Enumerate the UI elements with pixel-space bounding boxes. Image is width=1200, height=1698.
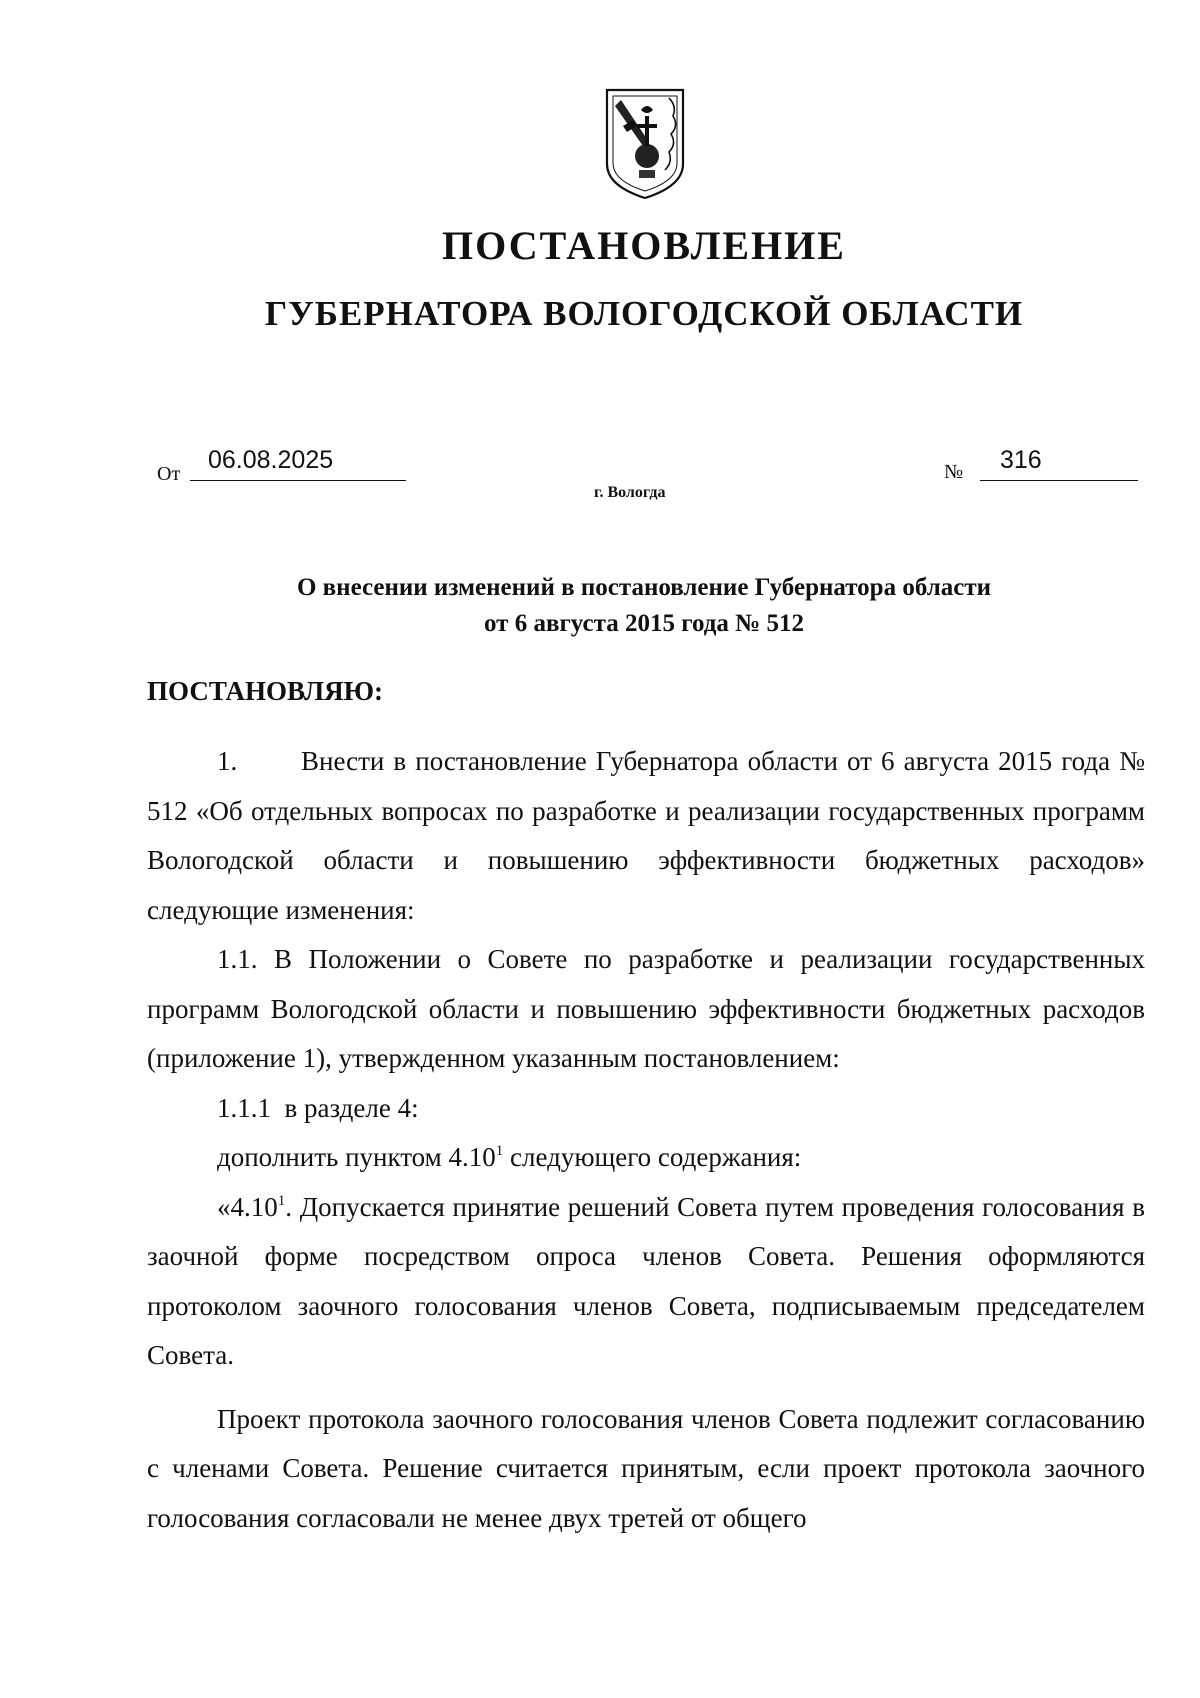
paragraph-1-1-1: 1.1.1 в разделе 4:: [217, 1092, 419, 1123]
resolve-heading: ПОСТАНОВЛЯЮ:: [147, 676, 383, 706]
paragraph-add-item: дополнить пунктом 4.10$^1$ следующего содержания:: [217, 1142, 802, 1172]
paragraph-1-1: 1.1. В Положении о Совете по разработке и реализации государственных программ Вологодской области и повышению эффективности бюджетных расходов (приложение 1), утвержденном указанным постановлением:: [147, 944, 1145, 1073]
number-field: [980, 446, 1138, 481]
document-subject: [0, 570, 1200, 642]
date-prefix: От: [157, 463, 181, 485]
date-value: 06.08.2025: [208, 446, 334, 474]
document-subtitle: ГУБЕРНАТОРА ВОЛОГОДСКОЙ ОБЛАСТИ: [264, 294, 1024, 333]
number-prefix: №: [944, 461, 964, 483]
number-value: 316: [1000, 446, 1042, 474]
document-title: ПОСТАНОВЛЕНИЕ: [442, 223, 846, 268]
coat-of-arms-emblem: [603, 86, 687, 202]
document-body: [147, 737, 1145, 1543]
city-label: г. Вологда: [594, 484, 666, 501]
subject-line-2: от 6 августа 2015 года № 512: [484, 610, 804, 637]
paragraph-protocol-draft: Проект протокола заочного голосования членов Совета подлежит согласованию с членами Совета. Решение считается принятым, если проект протокола заочного голосования согласовали не менее двух третей от общего: [147, 1403, 1145, 1533]
date-field: [190, 446, 406, 481]
paragraph-1: 1. Внести в постановление Губернатора области от 6 августа 2015 года № 512 «Об отдельных вопросах по разработке и реализации государственных программ Вологодской области и повышению эффективности бюджетных расходов» следующие изменения:: [147, 746, 1145, 925]
paragraph-item-4-10-1: «4.10$^1$. Допускается принятие решений Совета путем проведения голосования в заочной форме посредством опроса членов Совета. Решения оформляются протоколом заочного голосования членов Совета, подписываемым председателем Совета.: [147, 1191, 1145, 1370]
subject-line-1: О внесении изменений в постановление Губернатора области: [296, 574, 992, 601]
